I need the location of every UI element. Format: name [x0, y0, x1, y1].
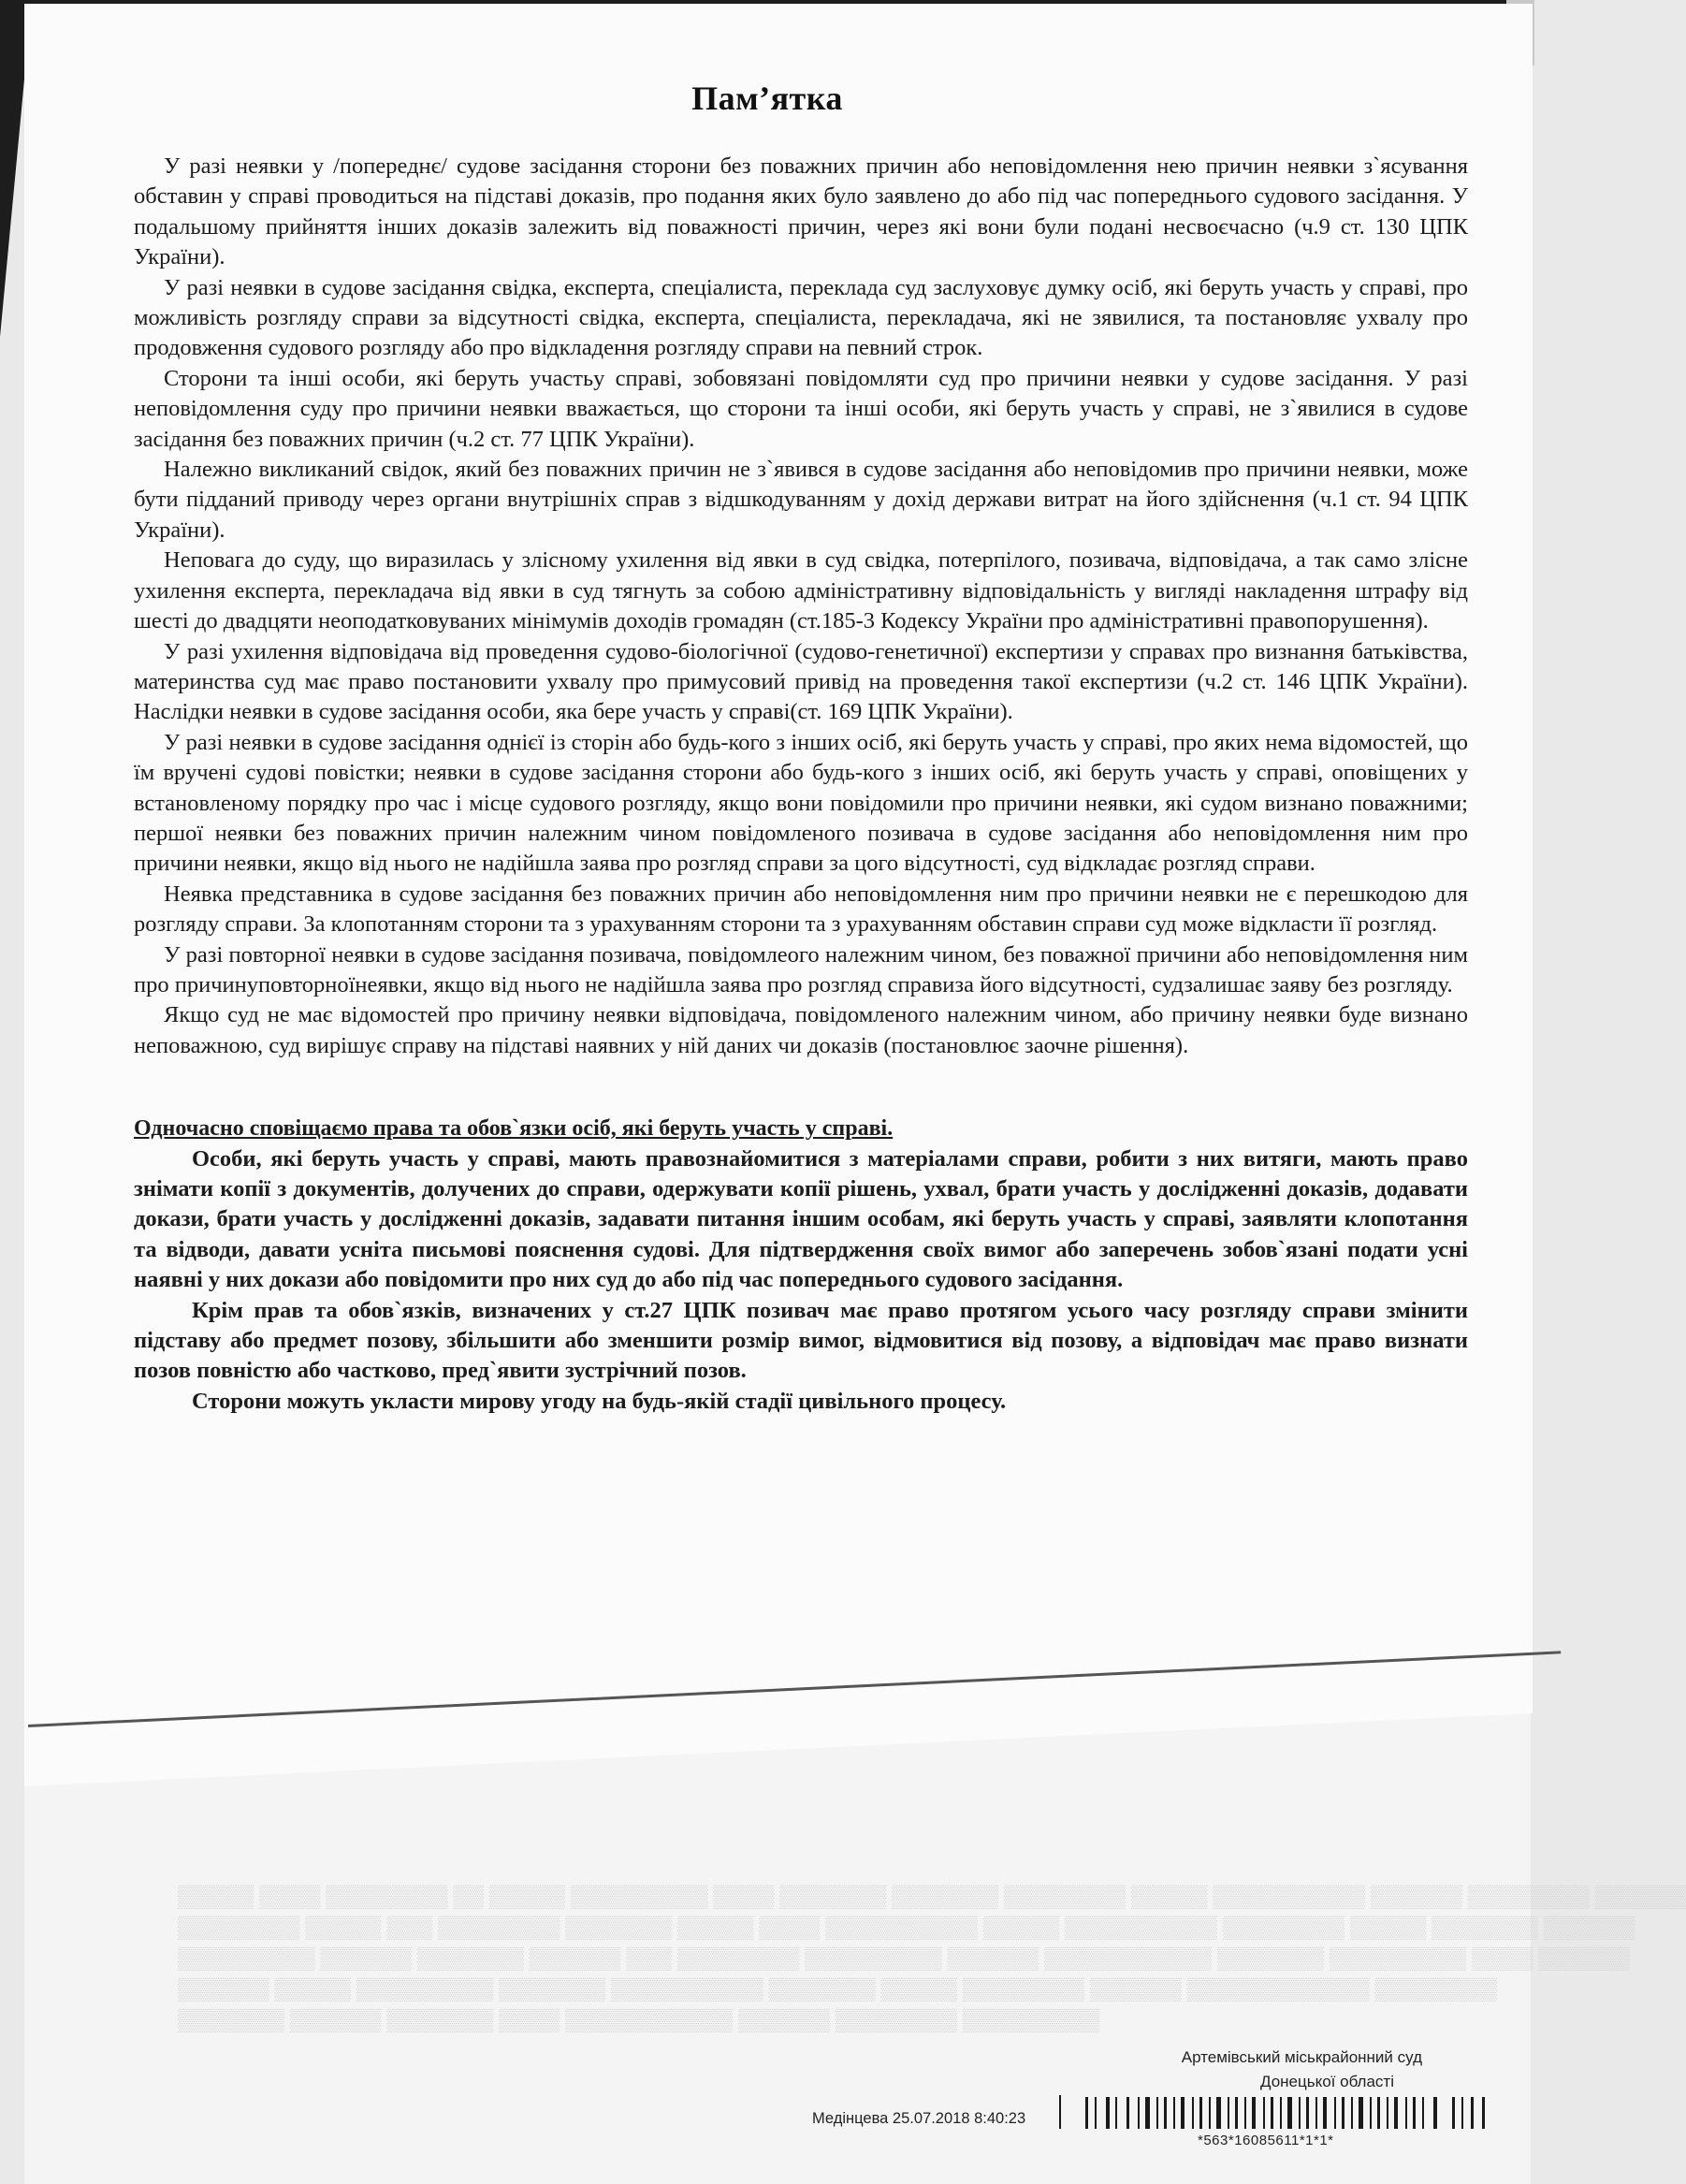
court-region: Донецької області — [1260, 2073, 1394, 2090]
paragraph: У разі неявки в судове засідання однієї із сторін або будь-кого з інших осіб, які беруть участь у справі, про яких нема відомостей, що їм вручені судові повістки; неявки в судове засідання сторони або будь-кого з інших осіб, які беруть участь у справі, оповіщених у встановленому порядку про час і місце судового розгляду, якщо вони повідомили про причини неявки, які судом визнано поважними; першої неявки без поважних причин належним чином повідомленого позивача в судове засідання або неповідомлення ним про причини неявки, якщо від нього не надійшла заява про розгляд справи за цого відсутності, суд відкладає розгляд справи. — [134, 729, 1468, 877]
barcode-icon — [1059, 2093, 1490, 2131]
paragraph: У разі неявки в судове засідання свідка, експерта, спеціалиста, переклада суд заслуховує думку осіб, які беруть участь у справі, про можливість розгляду справи за відсутності свідка, експерта, спеціалиста, перекладача, які не зявилися, та постановляє ухвалу про продовження судового розгляду або про відкладення розгляду справи на певний строк. — [134, 274, 1468, 361]
barcode-number: *563*16085611*1*1* — [1198, 2133, 1334, 2148]
rights-paragraph: Крім прав та обов`язків, визначених у ст.27 ЦПК позивач має право протягом усього часу розгляду справи змінити підставу або предмет позову, збільшити або зменшити розмір вимог, відмовитися від позову, а відповідач має право визнати позов повністю або частково, пред`явити зустрічний позов. — [134, 1297, 1468, 1384]
rights-paragraph: Особи, які беруть участь у справі, мають правознайомитися з матеріалами справи, робити з них витяги, мають право знімати копії з документів, долучених до справи, одержувати копії рішень, ухвал, брати участь у дослідженні доказів, додавати докази, брати участь у дослідженні доказів, задавати питання іншим особам, які беруть участь у справі, заявляти клопотання та відводи, давати усніта письмові пояснення судові. Для підтвердження своїх вимог або заперечень зобов`язані подати усні наявні у них докази або повідомити про них суд до або під час попереднього судового засідання. — [134, 1145, 1468, 1293]
paragraph: Належно викликаний свідок, який без поважних причин не з`явився в судове засідання або неповідомив про причини неявки, може бути підданий приводу через органи внутрішніх справ з відшкодуванням у дохід держави витрат на його здійснення (ч.1 ст. 94 ЦПК України). — [134, 457, 1468, 543]
paragraph: У разі неявки у /попереднє/ судове засідання сторони без поважних причин або неповідомлення нею причин неявки з`ясування обставин у справі проводиться на підставі доказів, про подання яких було заявлено до або під час попереднього судового засідання. У подальшому прийняття інших доказів залежить від поважності причин, через які вони були подані несвоєчасно (ч.9 ст. 130 ЦПК України). — [134, 153, 1468, 270]
show-through-text: ▒▒▒▒▒ ▒▒▒▒ ▒▒▒▒▒▒▒▒ ▒▒ ▒▒▒▒▒ ▒▒▒▒▒▒▒▒▒ ▒▒▒▒ ▒▒▒▒▒▒▒ ▒▒▒▒▒▒▒ ▒▒▒▒▒▒▒▒ ▒▒▒▒▒ ▒▒▒▒▒▒▒▒▒▒ ▒▒▒▒▒▒ ▒▒▒▒▒▒▒▒ ▒▒▒▒▒▒ ▒▒▒▒▒▒▒▒ ▒▒▒▒▒ ▒▒▒ ▒▒▒▒▒▒▒▒ ▒▒▒▒▒▒▒ ▒▒▒▒▒ ▒▒▒▒ ▒▒▒▒▒▒▒▒▒▒ ▒▒▒▒▒ ▒▒▒▒▒▒▒▒▒▒ ▒▒▒▒▒▒▒▒ ▒▒▒▒▒ ▒▒▒▒▒▒▒ ▒▒▒▒▒▒ ▒▒▒▒▒▒▒▒▒ ▒▒▒▒▒▒ ▒▒▒▒▒▒▒ ▒▒▒▒▒▒ ▒▒▒ ▒▒▒▒▒▒▒▒ ▒▒▒▒▒▒▒▒▒ ▒▒▒▒▒▒ ▒▒▒▒▒▒▒▒▒▒▒ ▒▒▒▒▒▒▒ ▒▒▒▒▒▒▒▒▒ ▒▒▒▒ ▒▒▒▒▒▒ ▒▒▒▒▒▒ ▒▒▒▒▒ ▒▒▒▒▒▒▒▒▒ ▒▒▒▒▒▒▒ ▒▒▒▒▒▒▒▒▒▒ ▒▒▒▒▒▒▒ ▒▒▒▒▒ ▒▒▒▒▒▒▒▒ ▒▒▒▒▒▒ ▒▒▒▒▒▒▒▒▒▒▒▒ ▒▒▒▒▒▒▒▒ ▒▒▒▒▒▒▒ ▒▒▒▒▒▒ ▒▒▒▒▒▒▒ ▒▒▒▒ ▒▒▒▒▒▒▒▒▒▒▒ ▒▒▒▒▒▒ ▒▒▒▒▒▒▒▒ ▒▒▒▒▒▒▒▒▒ — [178, 1885, 1686, 2031]
court-stamp — [805, 2048, 1534, 2151]
paragraph: Якщо суд не має відомостей про причину неявки відповідача, повідомленого належним чином, або причину неявки буде визнано неповажною, суд вирішує справу на підставі наявних у ній даних чи доказів (постановлює заочне рішення). — [134, 1002, 1468, 1058]
paragraph: Сторони та інші особи, які беруть участьу справі, зобовязані повідомляти суд про причини неявки у судове засідання. У разі неповідомлення суду про причини неявки вважається, що сторони та інші особи, які беруть участь у справі, не з`явилися в судове засідання без поважних причин (ч.2 ст. 77 ЦПК України). — [134, 365, 1468, 452]
court-name: Артемівський міськрайонний суд — [1181, 2048, 1422, 2066]
rights-heading: Одночасно сповіщаємо права та обов`язки осіб, які беруть участь у справі. — [134, 1116, 894, 1142]
paragraph: У разі ухилення відповідача від проведення судово-біологічної (судово-генетичної) експертизи у справах про визнання батьківства, материнства суд має право постановити ухвалу про примусовий привід на проведення такої експертизи (ч.2 ст. 146 ЦПК України). Наслідки неявки в судове засідання особи, яка бере участь у справі(ст. 169 ЦПК України). — [134, 638, 1468, 725]
rights-section — [134, 1144, 1468, 1418]
paragraph: У разі повторної неявки в судове засідання позивача, повідомлеого належним чином, без поважної причини або неповідомлення ним про причинуповторноїнеявки, якщо від нього не надійшла заява про розгляд справиза його відсутності, судзалишає заяву без розгляду. — [134, 941, 1468, 997]
document-title: Пам’ятка — [691, 80, 843, 117]
paragraph: Неявка представника в судове засідання без поважних причин або неповідомлення ним про причини неявки не є перешкодою для розгляду справи. За клопотанням сторони та з урахуванням сторони та з урахуванням обставин справи суд може відкласти її розгляд. — [134, 881, 1468, 938]
rights-paragraph: Сторони можуть укласти мирову угоду на будь-якій стадії цивільного процесу. — [192, 1388, 1007, 1414]
paragraph: Неповага до суду, що виразилась у злісному ухилення від явки в суд свідка, потерпілого, позивача, відповідача, а так само злісне ухилення експерта, перекладача від явки в суд тягнуть за собою адміністративну відповідальність у вигляді накладення штрафу від шесті до двадцяти неоподатковуваних мінімумів доходів громадян (ст.185-3 Кодексу України про адміністративні правопорушення). — [134, 547, 1468, 634]
registration-signature: Медінцева 25.07.2018 8:40:23 — [812, 2110, 1026, 2127]
document-body — [134, 152, 1468, 1417]
